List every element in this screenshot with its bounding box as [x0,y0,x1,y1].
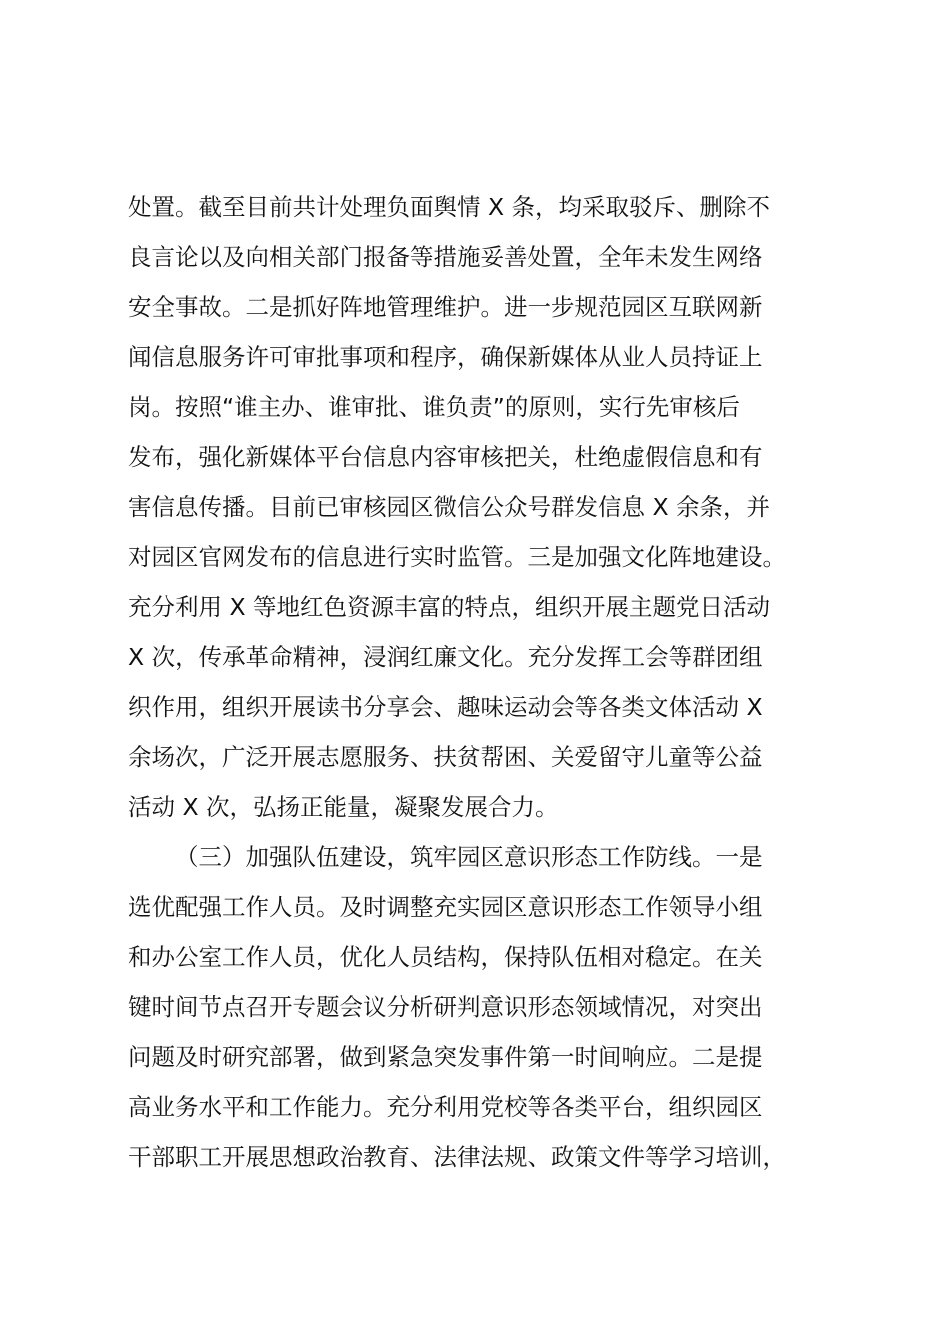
text-line: 活动 X 次，弘扬正能量，凝聚发展合力。 [128,793,559,821]
text-line: X 次，传承革命精神，浸润红廉文化。充分发挥工会等群团组 [128,643,763,671]
text-line: 织作用，组织开展读书分享会、趣味运动会等各类文体活动 X [128,693,763,721]
text-line: 键时间节点召开专题会议分析研判意识形态领域情况，对突出 [128,993,763,1021]
text-line: 对园区官网发布的信息进行实时监管。三是加强文化阵地建设。 [128,543,786,571]
text-line: 良言论以及向相关部门报备等措施妥善处置，全年未发生网络 [128,243,763,271]
text-line: 岗。按照“谁主办、谁审批、谁负责”的原则，实行先审核后 [128,393,740,421]
text-line: 充分利用 X 等地红色资源丰富的特点，组织开展主题党日活动 [128,593,771,621]
text-line: 闻信息服务许可审批事项和程序，确保新媒体从业人员持证上 [128,343,763,371]
text-line: 安全事故。二是抓好阵地管理维护。进一步规范园区互联网新 [128,293,763,321]
text-line: 问题及时研究部署，做到紧急突发事件第一时间响应。二是提 [128,1043,763,1071]
text-line: 害信息传播。目前已审核园区微信公众号群发信息 X 余条，并 [128,493,771,521]
text-line: 和办公室工作人员，优化人员结构，保持队伍相对稳定。在关 [128,943,763,971]
text-line: 选优配强工作人员。及时调整充实园区意识形态工作领导小组 [128,893,763,921]
body-text [128,182,848,1182]
text-line: 发布，强化新媒体平台信息内容审核把关，杜绝虚假信息和有 [128,443,763,471]
text-line: 余场次，广泛开展志愿服务、扶贫帮困、关爱留守儿童等公益 [128,743,763,771]
section-heading-line: （三）加强队伍建设，筑牢园区意识形态工作防线。一是 [175,843,763,871]
text-line: 处置。截至目前共计处理负面舆情 X 条，均采取驳斥、删除不 [128,193,771,221]
text-line: 干部职工开展思想政治教育、法律法规、政策文件等学习培训， [128,1143,786,1171]
text-line: 高业务水平和工作能力。充分利用党校等各类平台，组织园区 [128,1093,763,1121]
